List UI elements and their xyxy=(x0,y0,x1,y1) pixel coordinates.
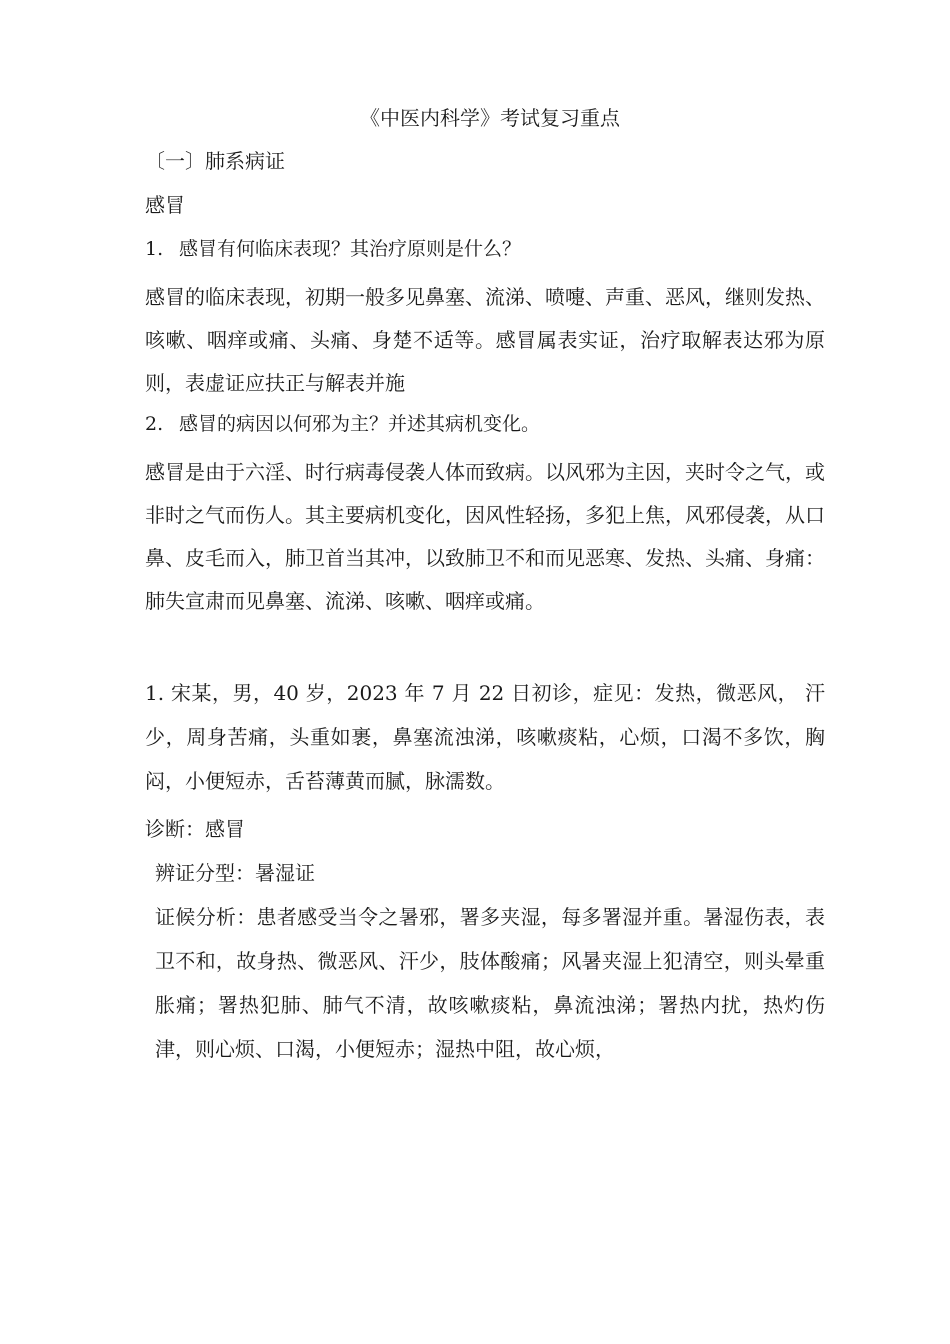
document-title: 《中医内科学》考试复习重点 xyxy=(360,106,620,130)
question-1-text: 感冒有何临床表现？其治疗原则是什么？ xyxy=(179,238,522,260)
question-2-text: 感冒的病因以何邪为主？并述其病机变化。 xyxy=(179,413,541,435)
topic-heading: 感冒 xyxy=(145,193,185,217)
case-1-diagnosis: 诊断：感冒 xyxy=(145,817,245,841)
question-1-number: 1. xyxy=(145,238,164,260)
case-1-syndrome-type: 辨证分型：暑湿证 xyxy=(155,861,315,885)
case-1-description: 1. 宋某，男，40 岁，2023 年 7 月 22 日初诊，症见：发热，微恶风， 汗少，周身苦痛，头重如裹，鼻塞流浊涕，咳嗽痰粘，心烦，口渴不多饮，胸闷，小便短赤，舌苔薄黄而腻，脉濡数。 xyxy=(145,681,825,793)
answer-2: 感冒是由于六淫、时行病毒侵袭人体而致病。以风邪为主因，夹时令之气，或非时之气而伤人。其主要病机变化，因风性轻扬，多犯上焦，风邪侵袭，从口鼻、皮毛而入，肺卫首当其冲，以致肺卫不和而见恶寒、发热、头痛、身痛：肺失宣肃而见鼻塞、流涕、咳嗽、咽痒或痛。 xyxy=(145,460,825,613)
question-2-number: 2. xyxy=(145,413,164,435)
section-heading: 〔一〕肺系病证 xyxy=(145,149,285,173)
answer-1: 感冒的临床表现，初期一般多见鼻塞、流涕、喷嚏、声重、恶风，继则发热、咳嗽、咽痒或痛、头痛、身楚不适等。感冒属表实证，治疗取解表达邪为原则，表虚证应扶正与解表并施 xyxy=(145,285,825,395)
document-body xyxy=(145,100,825,1075)
case-1-analysis: 证候分析：患者感受当令之暑邪，署多夹湿，每多署湿并重。暑湿伤表，表卫不和，故身热、微恶风、汗少，肢体酸痛；风暑夹湿上犯清空，则头晕重胀痛；署热犯肺、肺气不清，故咳嗽痰粘，鼻流浊涕；署热内扰，热灼伤津，则心烦、口渴，小便短赤；湿热中阻，故心烦， xyxy=(155,905,825,1061)
paragraph-spacer xyxy=(145,627,825,671)
question-1 xyxy=(145,234,825,264)
question-2 xyxy=(145,409,825,439)
